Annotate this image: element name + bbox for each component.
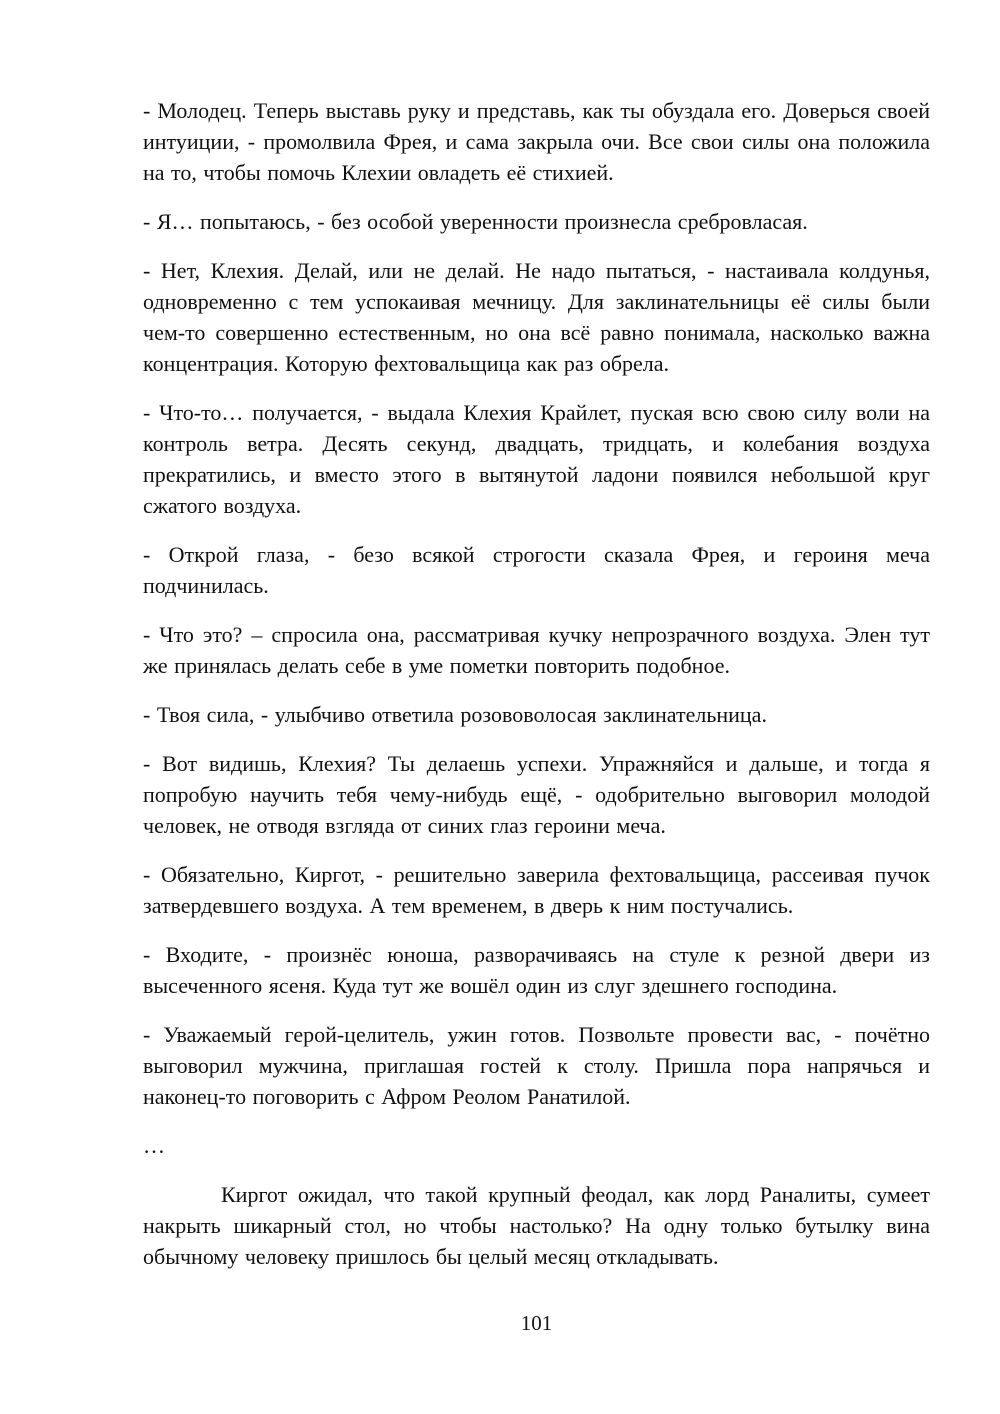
paragraph: - Входите, - произнёс юноша, разворачиваясь на стуле к резной двери из высеченного ясеня. Куда тут же вошёл один из слуг здешнего господина. [143,942,930,998]
page-number: 101 [520,1311,553,1335]
paragraph: … [143,1133,165,1158]
paragraph: - Нет, Клехия. Делай, или не делай. Не надо пытаться, - настаивала колдунья, одновременно с тем успокаивая мечницу. Для заклинательницы её силы были чем-то совершенно естественным, но она всё равно понимала, насколько важна концентрация. Которую фехтовальщица как раз обрела. [143,258,930,376]
paragraph: - Что-то… получается, - выдала Клехия Крайлет, пуская всю свою силу воли на контроль ветра. Десять секунд, двадцать, тридцать, и колебания воздуха прекратились, и вместо этого в вытянутой ладони появился небольшой круг сжатого воздуха. [143,400,930,518]
page-text-block [143,95,930,1290]
paragraph: - Открой глаза, - безо всякой строгости сказала Фрея, и героиня меча подчинилась. [143,542,930,598]
paragraph: - Уважаемый герой-целитель, ужин готов. Позвольте провести вас, - почётно выговорил мужчина, приглашая гостей к столу. Пришла пора напрячься и наконец-то поговорить с Афром Реолом Ранатилой. [143,1022,930,1109]
paragraph: - Молодец. Теперь выставь руку и представь, как ты обуздала его. Доверься своей интуиции, - промолвила Фрея, и сама закрыла очи. Все свои силы она положила на то, чтобы помочь Клехии овладеть её стихией. [143,98,930,185]
paragraph: - Обязательно, Киргот, - решительно заверила фехтовальщица, рассеивая пучок затвердевшего воздуха. А тем временем, в дверь к ним постучались. [143,862,930,918]
paragraph: - Твоя сила, - улыбчиво ответила розововолосая заклинательница. [143,702,767,727]
paragraph: - Я… попытаюсь, - без особой уверенности произнесла сребровласая. [143,209,808,234]
paragraph: - Что это? – спросила она, рассматривая кучку непрозрачного воздуха. Элен тут же принялась делать себе в уме пометки повторить подобное. [143,622,930,678]
paragraph: Киргот ожидал, что такой крупный феодал, как лорд Раналиты, сумеет накрыть шикарный стол, но чтобы настолько? На одну только бутылку вина обычному человеку пришлось бы целый месяц откладывать. [143,1182,930,1269]
paragraph: - Вот видишь, Клехия? Ты делаешь успехи. Упражняйся и дальше, и тогда я попробую научить тебя чему-нибудь ещё, - одобрительно выговорил молодой человек, не отводя взгляда от синих глаз героини меча. [143,751,930,838]
